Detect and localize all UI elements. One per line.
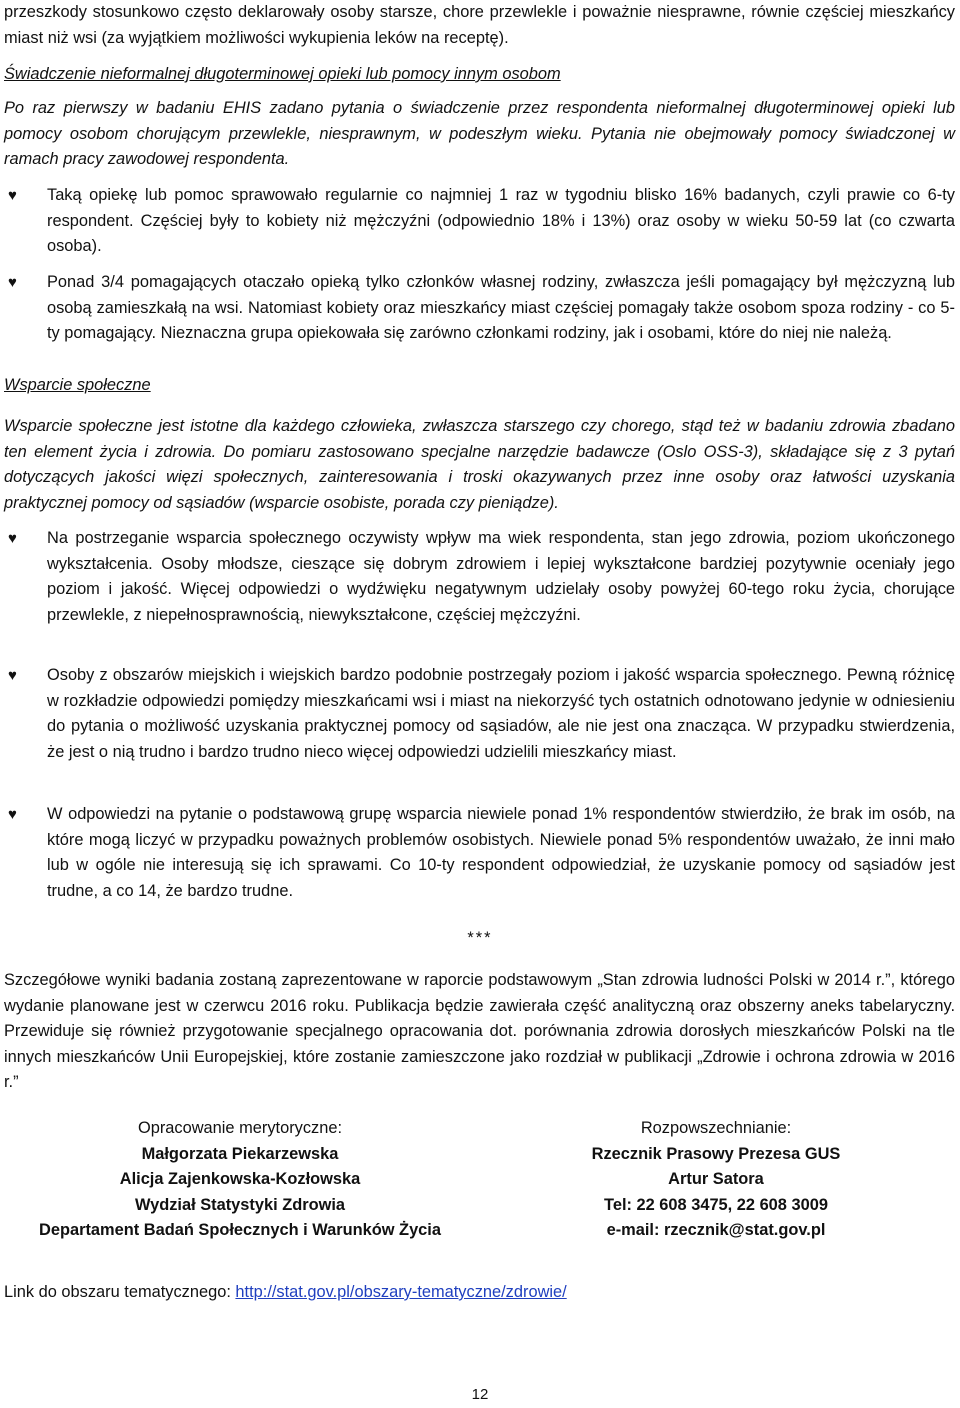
care-bullet-1-text: Taką opiekę lub pomoc sprawowało regularnie co najmniej 1 raz w tygodniu blisko 16% badanych, czyli prawie co 6-ty respondent. Częściej były to kobiety niż mężczyźni (odpowiednio 18% i 13%) oraz osoby w wieku 50-59 lat (co czwarta osoba). bbox=[47, 186, 955, 256]
care-bullet-2-text: Ponad 3/4 pomagających otaczało opieką tylko członków własnej rodziny, zwłaszcza jeśli pomagający był mężczyzną lub osobą zamieszkałą na wsi. Natomiast kobiety oraz mieszkańcy miast częściej pomagały także osobom spoza rodziny - co 5-ty pomagający. Nieznaczna grupa opiekowała się zarówno członkami rodziny, jak i osobami, które do niej nie należą. bbox=[47, 273, 955, 343]
support-bullet-1-text: Na postrzeganie wsparcia społecznego oczywisty wpływ ma wiek respondenta, stan jego zdrowia, poziom ukończonego wykształcenia. Osoby młodsze, cieszące się dobrym zdrowiem i lepiej wykształcone bardziej pozytywnie oceniały jego poziom i jakość. Więcej odpowiedzi o wydźwięku negatywnym udzielały osoby powyżej 60-tego roku życia, chorujące przewlekle, z niepełnosprawnością, niewykształcone, częściej mężczyźni. bbox=[47, 529, 955, 624]
support-bullet-2 bbox=[0, 663, 955, 765]
credits-author-line: Departament Badań Społecznych i Warunków Życia bbox=[39, 1221, 441, 1240]
credits-author-line: Wydział Statystyki Zdrowia bbox=[134, 1195, 346, 1214]
credits-distribution-label: Rozpowszechnianie: bbox=[640, 1119, 792, 1137]
support-intro-paragraph: Wsparcie społeczne jest istotne dla każdego człowieka, zwłaszcza starszego czy chorego, stąd też w badaniu zdrowia zbadano ten element życia i zdrowia. Do pomiaru zastosowano specjalne narzędzie badawcze (Oslo OSS-3), składające się z 3 pytań dotyczących jakości więzi społecznych, zainteresowania i troski okazywanych przez inne osoby oraz łatwości uzyskania praktycznej pomocy od sąsiadów (wsparcie osobiste, porada czy pieniądze). bbox=[4, 417, 955, 512]
intro-tail-paragraph: przeszkody stosunkowo często deklarowały osoby starsze, chore przewlekle i poważnie niesprawne, równie częściej mieszkańcy miast niż wsi (za wyjątkiem możliwości wykupienia leków na receptę). bbox=[4, 3, 955, 47]
care-section-heading: Świadczenie nieformalnej długoterminowej opieki lub pomocy innym osobom bbox=[4, 65, 561, 83]
credits-author-block bbox=[10, 1116, 470, 1244]
care-bullet-2 bbox=[0, 270, 955, 347]
credits-distribution-line: Tel: 22 608 3475, 22 608 3009 bbox=[604, 1195, 828, 1214]
heart-bullet-icon: ♥ bbox=[8, 530, 17, 547]
heart-bullet-icon: ♥ bbox=[8, 806, 17, 823]
heart-bullet-icon: ♥ bbox=[8, 187, 17, 204]
topic-link-label: Link do obszaru tematycznego: bbox=[4, 1283, 236, 1301]
heart-bullet-icon: ♥ bbox=[8, 667, 17, 684]
care-bullet-1 bbox=[0, 183, 955, 260]
page-number: 12 bbox=[471, 1386, 489, 1403]
credits-distribution-block bbox=[526, 1116, 906, 1244]
credits-author-label: Opracowanie merytoryczne: bbox=[137, 1119, 343, 1137]
support-bullet-2-text: Osoby z obszarów miejskich i wiejskich bardzo podobnie postrzegały poziom i jakość wsparcia społecznego. Pewną różnicę w rozkładzie odpowiedzi pomiędzy mieszkańcami wsi i miast na niekorzyść tych ostatnich odnotowano jedynie w odniesieniu do pytania o możliwość uzyskania praktycznej pomocy od sąsiadów, ale nie jest ona znacząca. W przypadku stwierdzenia, że jest o nią trudno i bardzo trudno nieco więcej odpowiedzi udzielili mieszkańcy miast. bbox=[47, 666, 955, 761]
topic-link-line bbox=[4, 1280, 567, 1306]
topic-link[interactable]: http://stat.gov.pl/obszary-tematyczne/zdrowie/ bbox=[235, 1283, 567, 1301]
credits-author-line: Małgorzata Piekarzewska bbox=[141, 1144, 339, 1163]
section-separator: *** bbox=[467, 929, 493, 947]
care-intro-paragraph: Po raz pierwszy w badaniu EHIS zadano pytania o świadczenie przez respondenta nieformalnej długoterminowej opieki lub pomocy osobom chorującym przewlekle, niesprawnym, w podeszłym wieku. Pytania nie obejmowały pomocy świadczonej w ramach pracy zawodowej respondenta. bbox=[4, 99, 955, 169]
support-bullet-3-text: W odpowiedzi na pytanie o podstawową grupę wsparcia niewiele ponad 1% respondentów stwierdziło, że brak im osób, na które mogą liczyć w przypadku poważnych problemów osobistych. Niewiele ponad 5% respondentów uważało, że inni mało lub w ogóle nie interesują się ich sprawami. Co 10-ty respondent odpowiedział, że uzyskanie pomocy od sąsiadów jest trudne, a co 14, że bardzo trudne. bbox=[47, 805, 955, 900]
credits-distribution-line: Rzecznik Prasowy Prezesa GUS bbox=[591, 1144, 841, 1163]
support-bullet-1 bbox=[0, 526, 955, 628]
heart-bullet-icon: ♥ bbox=[8, 274, 17, 291]
support-section-heading: Wsparcie społeczne bbox=[4, 376, 151, 394]
credits-author-line: Alicja Zajenkowska-Kozłowska bbox=[119, 1170, 361, 1189]
credits-distribution-line: Artur Satora bbox=[668, 1170, 764, 1189]
closing-paragraph: Szczegółowe wyniki badania zostaną zaprezentowane w raporcie podstawowym „Stan zdrowia ludności Polski w 2014 r.”, którego wydanie planowane jest w czerwcu 2016 roku. Publikacja będzie zawierała część analityczną oraz obszerny aneks tabelaryczny. Przewiduje się również przygotowanie specjalnego opracowania dot. porównania zdrowia dorosłych mieszkańców Polski na tle innych mieszkańców Unii Europejskiej, które zostanie zamieszczone jako rozdział w publikacji „Zdrowie i ochrona zdrowia w 2016 r.” bbox=[4, 971, 955, 1092]
support-bullet-3 bbox=[0, 802, 955, 904]
credits-distribution-email: e-mail: rzecznik@stat.gov.pl bbox=[606, 1221, 826, 1240]
